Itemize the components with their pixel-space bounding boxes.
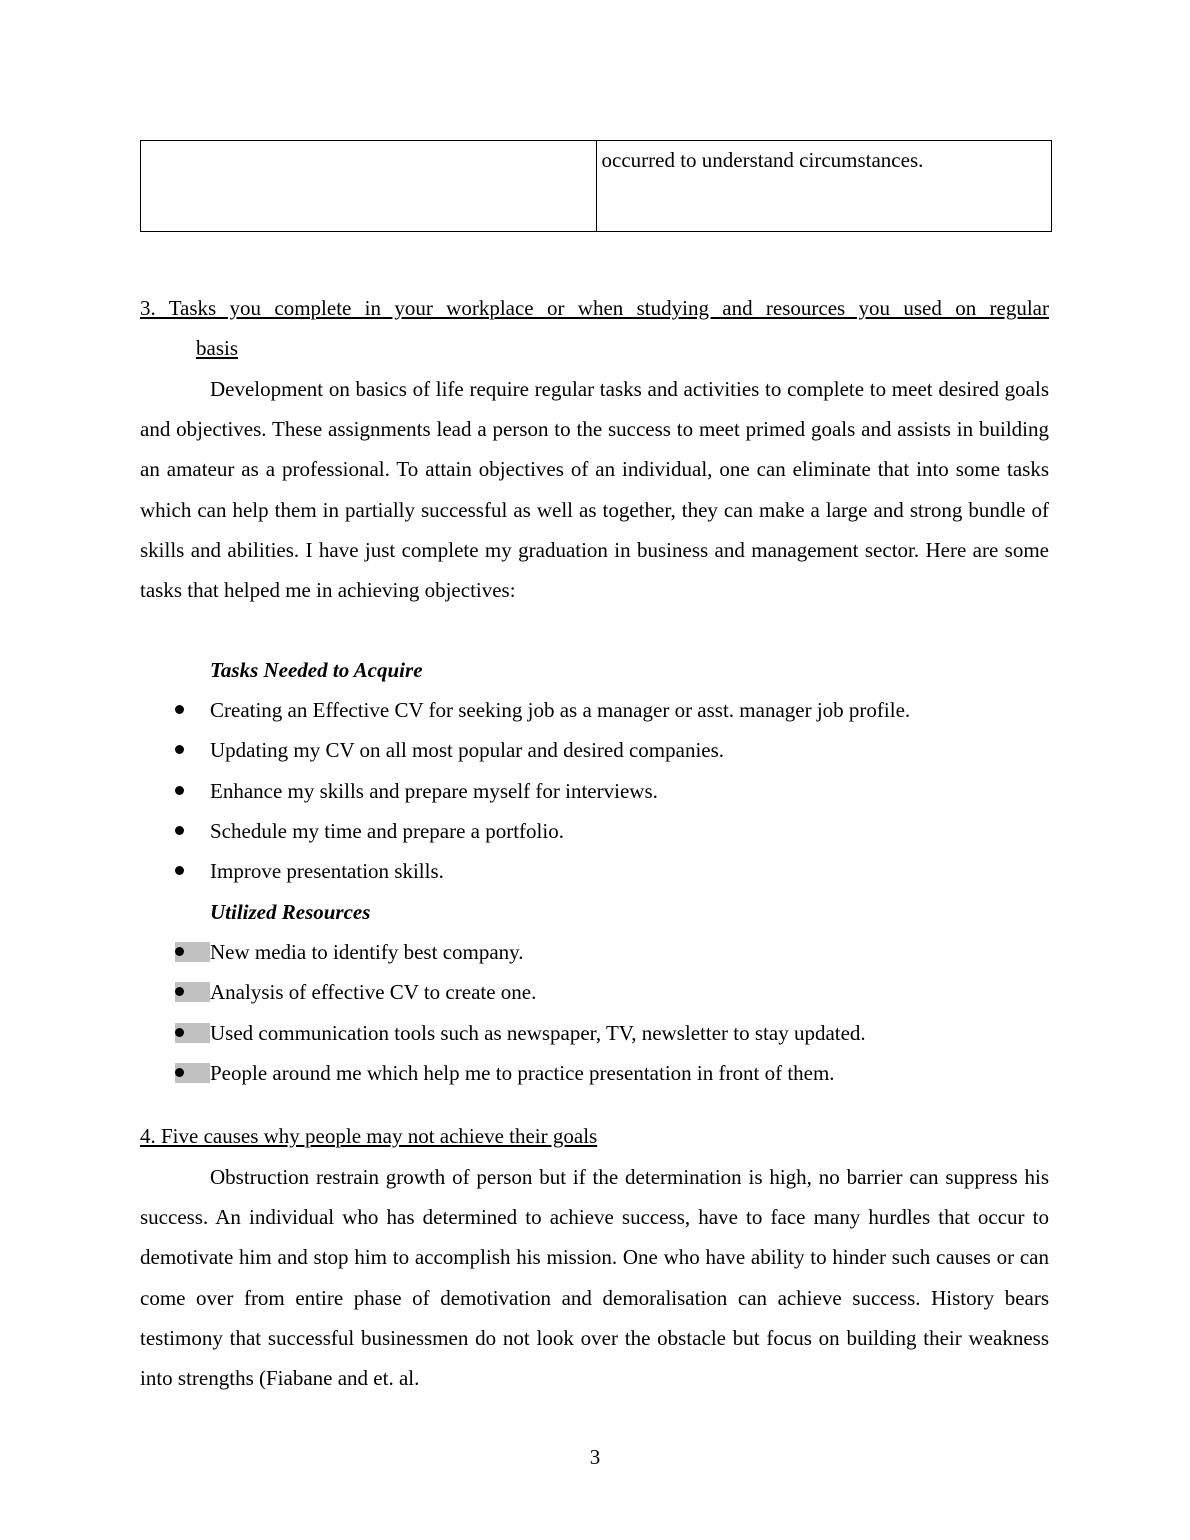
bullet-icon — [175, 1028, 184, 1037]
list-item-text: Improve presentation skills. — [210, 859, 444, 884]
bullet-highlight — [175, 982, 210, 1002]
bullet-icon — [175, 987, 184, 996]
list-item — [0, 730, 1050, 770]
list-item — [0, 771, 1050, 811]
list-item-text: Enhance my skills and prepare myself for interviews. — [210, 778, 658, 803]
list-item — [0, 690, 1050, 730]
list-item-text: Schedule my time and prepare a portfolio. — [210, 818, 564, 843]
list-item — [0, 811, 1050, 851]
list-item-text: Used communication tools such as newspaper, TV, newsletter to stay updated. — [210, 1020, 866, 1045]
table-cell-left — [141, 141, 597, 232]
list-item — [0, 1053, 1050, 1093]
list-item-text: Creating an Effective CV for seeking job as a manager or asst. manager job profile. — [210, 698, 911, 722]
list-item-text: Analysis of effective CV to create one. — [210, 980, 537, 1005]
list-item — [0, 851, 1050, 891]
bullet-icon — [175, 786, 184, 795]
bullet-icon — [175, 745, 184, 754]
list-item-text: Updating my CV on all most popular and desired companies. — [210, 738, 725, 763]
bullet-icon — [175, 826, 184, 835]
tasks-list — [0, 690, 1050, 891]
bullet-highlight — [175, 1023, 210, 1043]
section3-intro-paragraph: Development on basics of life require regular tasks and activities to complete to meet desired goals and objectives. These assignments lead a person to the success to meet primed goals and assists in building an amateur as a professional. To attain objectives of an individual, one can eliminate that into some tasks which can help them in partially successful as well as together, they can make a large and strong bundle of skills and abilities. I have just complete my graduation in business and management sector. Here are some tasks that helped me in achieving objectives: — [140, 377, 1049, 603]
bullet-icon — [175, 1068, 184, 1077]
section3-heading-continuation: basis — [196, 336, 238, 360]
bullet-icon — [175, 947, 184, 956]
list-item — [0, 972, 1050, 1012]
page-number: 3 — [589, 1445, 601, 1469]
table-cell-right: occurred to understand circumstances. — [596, 141, 1052, 232]
list-item-text: New media to identify best company. — [210, 940, 524, 964]
section3-heading: 3. Tasks you complete in your workplace or when studying and resources you used on regular — [140, 296, 1049, 320]
section4-heading: 4. Five causes why people may not achieve their goals — [140, 1124, 598, 1148]
resources-subheading: Utilized Resources — [210, 900, 371, 924]
list-item — [0, 932, 1050, 972]
tasks-subheading: Tasks Needed to Acquire — [210, 658, 423, 682]
table-row — [141, 141, 1052, 232]
bullet-highlight — [175, 1063, 210, 1083]
bullet-icon — [175, 705, 184, 714]
list-item-text: People around me which help me to practice presentation in front of them. — [210, 1060, 835, 1085]
list-item — [0, 1013, 1050, 1053]
bullet-icon — [175, 866, 184, 875]
section4-body-paragraph: Obstruction restrain growth of person but if the determination is high, no barrier can suppress his success. An individual who has determined to achieve success, have to face many hurdles that occur to demotivate him and stop him to accomplish his mission. One who have ability to hinder such causes or can come over from entire phase of demotivation and demoralisation can achieve success. History bears testimony that successful businessmen do not look over the obstacle but focus on building their weakness into strengths (Fiabane and et. al. — [140, 1165, 1049, 1391]
resources-list — [0, 932, 1050, 1093]
continued-table — [140, 140, 1052, 232]
bullet-highlight — [175, 942, 210, 962]
